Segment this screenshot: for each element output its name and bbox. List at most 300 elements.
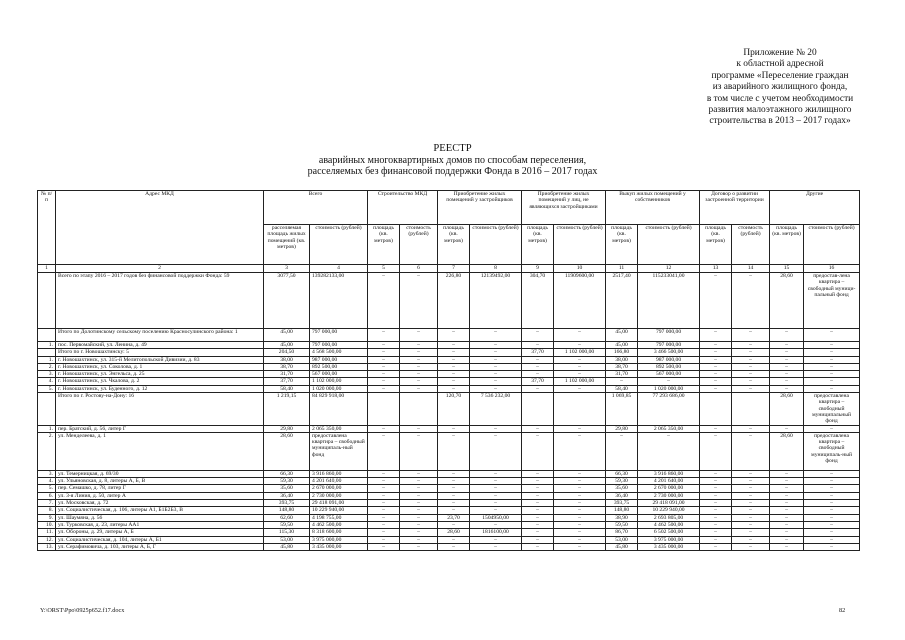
row-total-area: 29,80 — [264, 425, 310, 432]
row-number: 2. — [38, 432, 56, 470]
row-number: 7. — [38, 500, 56, 507]
row-dev-cost: – — [470, 342, 522, 349]
row-total-area: 66,30 — [264, 470, 310, 477]
row-total-cost: 4 201 640,00 — [310, 478, 368, 485]
row-other-cost: – — [554, 500, 606, 507]
row-other-area: – — [522, 470, 554, 477]
row-misc-area: – — [770, 478, 804, 485]
title-registry: РЕЕСТР — [433, 143, 472, 154]
row-address: г. Новошахтинск, ул. 315-й Мелитопольской Дивизии, д. 83 — [56, 356, 264, 363]
row-construction-cost: – — [400, 485, 438, 492]
row-total-area: 28,60 — [264, 432, 310, 470]
row-total-cost: 4 568 500,00 — [310, 349, 368, 356]
row-dev-area: 226,80 — [438, 273, 470, 329]
row-number: 1. — [38, 342, 56, 349]
row-address: пер. Семашко, д. 78, литер Г — [56, 485, 264, 492]
row-dev-area: – — [438, 432, 470, 470]
row-number — [38, 329, 56, 342]
row-address: ул. Социалистическая, д. 104, литеры А, Б1 — [56, 536, 264, 543]
row-number: 4. — [38, 478, 56, 485]
table-row — [38, 478, 860, 485]
row-misc-area: – — [770, 329, 804, 342]
row-total-cost: 1 020 000,00 — [310, 385, 368, 392]
row-number: 4. — [38, 378, 56, 385]
table-row — [38, 521, 860, 528]
table-row — [38, 485, 860, 492]
row-total-cost: 139282133,00 — [310, 273, 368, 329]
row-total-area: 35,60 — [264, 485, 310, 492]
column-number: 9 — [522, 265, 554, 273]
header-row-top — [38, 191, 860, 225]
row-number: 3. — [38, 470, 56, 477]
row-misc-cost: – — [804, 356, 860, 363]
table-subtotal-row — [38, 329, 860, 342]
row-construction-cost: – — [400, 432, 438, 470]
header-cost: стоимость (рублей) — [554, 225, 606, 265]
row-construction-cost: – — [400, 356, 438, 363]
table-row — [38, 363, 860, 370]
row-total-area: 38,70 — [264, 363, 310, 370]
row-dev-cost: – — [470, 432, 522, 470]
registry-table-container — [37, 190, 859, 551]
row-territory-area: – — [700, 478, 732, 485]
row-address: Всего по этапу 2016 – 2017 годов без финансовой поддержки Фонда: 59 — [56, 273, 264, 329]
row-other-area: 37,70 — [522, 378, 554, 385]
row-misc-cost: – — [804, 378, 860, 385]
row-dev-cost: – — [470, 371, 522, 378]
row-misc-cost: – — [804, 363, 860, 370]
row-buyout-cost: 2 670 000,00 — [638, 485, 700, 492]
table-row — [38, 470, 860, 477]
row-total-area: 115,30 — [264, 529, 310, 536]
row-buyout-cost: 987 000,00 — [638, 356, 700, 363]
row-other-cost: – — [554, 363, 606, 370]
row-total-area: 59,50 — [264, 521, 310, 528]
column-number: 11 — [606, 265, 638, 273]
registry-table — [37, 190, 860, 551]
row-dev-area: – — [438, 543, 470, 550]
row-buyout-cost: 797 000,00 — [638, 329, 700, 342]
row-misc-area: – — [770, 536, 804, 543]
header-num: № п/п — [38, 191, 56, 265]
row-construction-area: – — [368, 500, 400, 507]
header-cost: стоимость (рублей) — [732, 225, 770, 265]
row-total-cost: 4 462 500,00 — [310, 521, 368, 528]
row-address: ул. Социалистическая, д. 106, литеры А1, Б1Б2Б3, В — [56, 507, 264, 514]
row-address: ул. Менделеева, д. 1 — [56, 432, 264, 470]
row-territory-area: – — [700, 349, 732, 356]
row-territory-area: – — [700, 507, 732, 514]
row-dev-cost: – — [470, 363, 522, 370]
table-row — [38, 492, 860, 499]
row-other-area: – — [522, 371, 554, 378]
row-buyout-cost: 4 201 640,00 — [638, 478, 700, 485]
row-dev-cost: – — [470, 536, 522, 543]
row-address: ул. Московская, д. 72 — [56, 500, 264, 507]
header-total-area: расселяемая площадь жилых помещений (кв. метров) — [264, 225, 310, 265]
row-number: 3. — [38, 371, 56, 378]
row-dev-cost: – — [470, 425, 522, 432]
row-total-cost: 3 975 000,00 — [310, 536, 368, 543]
row-territory-cost: – — [732, 378, 770, 385]
row-address: ул. Серафимовича, д. 103, литеры А, Б, Г — [56, 543, 264, 550]
row-misc-cost: – — [804, 529, 860, 536]
row-misc-cost: предоставлена квартира – свободный муниципаль-ный фонд — [804, 432, 860, 470]
row-other-cost: – — [554, 432, 606, 470]
row-territory-area: – — [700, 425, 732, 432]
row-misc-area: – — [770, 378, 804, 385]
row-buyout-cost: 6 502 500,00 — [638, 529, 700, 536]
row-construction-area: – — [368, 478, 400, 485]
row-misc-area: – — [770, 485, 804, 492]
row-address: пос. Первомайский, ул. Ленина, д. 49 — [56, 342, 264, 349]
row-territory-cost: – — [732, 425, 770, 432]
row-construction-cost: – — [400, 385, 438, 392]
row-construction-cost: – — [400, 342, 438, 349]
row-dev-area: – — [438, 470, 470, 477]
row-construction-cost: – — [400, 478, 438, 485]
row-buyout-cost: 3 435 000,00 — [638, 543, 700, 550]
row-buyout-area: 58,40 — [606, 385, 638, 392]
row-other-cost: – — [554, 521, 606, 528]
row-construction-area: – — [368, 385, 400, 392]
row-territory-cost: – — [732, 514, 770, 521]
row-territory-cost: – — [732, 485, 770, 492]
row-construction-cost: – — [400, 378, 438, 385]
row-total-area: 393,75 — [264, 500, 310, 507]
row-dev-area: – — [438, 425, 470, 432]
row-other-area: – — [522, 356, 554, 363]
table-row — [38, 529, 860, 536]
header-area: площадь (кв. метров) — [522, 225, 554, 265]
column-number: 16 — [804, 265, 860, 273]
table-row — [38, 500, 860, 507]
row-total-cost: 1 102 000,00 — [310, 378, 368, 385]
row-dev-area: – — [438, 500, 470, 507]
table-subtotal-row — [38, 393, 860, 425]
row-misc-area: – — [770, 507, 804, 514]
row-other-area — [522, 393, 554, 425]
row-number — [38, 273, 56, 329]
row-dev-cost: – — [470, 492, 522, 499]
row-territory-area: – — [700, 521, 732, 528]
row-construction-area: – — [368, 507, 400, 514]
row-misc-cost: – — [804, 500, 860, 507]
row-construction-cost: – — [400, 500, 438, 507]
row-territory-area: – — [700, 529, 732, 536]
row-construction-cost: – — [400, 507, 438, 514]
row-misc-cost: предостав-лена квартира – свободный муници-пальный фонд — [804, 273, 860, 329]
row-dev-area: – — [438, 485, 470, 492]
row-total-area: 148,80 — [264, 507, 310, 514]
row-buyout-area: 38,90 — [606, 514, 638, 521]
row-dev-area: 28,60 — [438, 529, 470, 536]
row-buyout-area: 393,75 — [606, 500, 638, 507]
row-number: 5. — [38, 485, 56, 492]
row-construction-area: – — [368, 371, 400, 378]
table-subtotal-row — [38, 273, 860, 329]
row-buyout-area: 38,70 — [606, 363, 638, 370]
row-other-cost: 11909600,00 — [554, 273, 606, 329]
row-territory-area: – — [700, 500, 732, 507]
row-construction-area: – — [368, 529, 400, 536]
row-address: Итого по г. Новошахтинску: 5 — [56, 349, 264, 356]
column-number: 10 — [554, 265, 606, 273]
row-territory-area: – — [700, 329, 732, 342]
row-territory-area: – — [700, 485, 732, 492]
row-misc-cost: – — [804, 342, 860, 349]
row-territory-area: – — [700, 273, 732, 329]
title-subtitle-2: расселяемых без финансовой поддержки Фонда в 2016 – 2017 годах — [307, 166, 598, 178]
row-misc-area: – — [770, 425, 804, 432]
row-dev-cost: – — [470, 349, 522, 356]
row-other-cost — [554, 393, 606, 425]
row-territory-cost: – — [732, 500, 770, 507]
appendix-line: из аварийного жилищного фонда, — [712, 82, 848, 93]
row-dev-cost: – — [470, 478, 522, 485]
row-misc-cost: – — [804, 478, 860, 485]
row-number: 5. — [38, 385, 56, 392]
column-number: 12 — [638, 265, 700, 273]
row-buyout-cost: 10 229 940,00 — [638, 507, 700, 514]
row-buyout-area: 38,00 — [606, 356, 638, 363]
column-number: 6 — [400, 265, 438, 273]
row-other-cost: – — [554, 356, 606, 363]
row-total-cost: 8 318 600,00 — [310, 529, 368, 536]
row-misc-cost: – — [804, 349, 860, 356]
row-address: ул. 3-я Линия, д. 50, литер А — [56, 492, 264, 499]
row-total-cost: 84 829 918,00 — [310, 393, 368, 425]
row-other-area: – — [522, 521, 554, 528]
row-other-cost: – — [554, 371, 606, 378]
row-buyout-area: 29,80 — [606, 425, 638, 432]
row-misc-cost: – — [804, 385, 860, 392]
row-other-area: – — [522, 492, 554, 499]
row-total-area: 59,30 — [264, 478, 310, 485]
row-construction-area: – — [368, 329, 400, 342]
row-misc-cost: – — [804, 329, 860, 342]
column-number: 2 — [56, 265, 264, 273]
row-total-area: 58,40 — [264, 385, 310, 392]
row-buyout-area: 36,40 — [606, 492, 638, 499]
row-address: ул. Турковская, д. 23, литеры АА1 — [56, 521, 264, 528]
row-address: г. Новошахтинск, ул. Буденного, д. 12 — [56, 385, 264, 392]
row-construction-area: – — [368, 543, 400, 550]
row-buyout-area: 1 069,85 — [606, 393, 638, 425]
table-row — [38, 507, 860, 514]
row-dev-area: – — [438, 507, 470, 514]
row-territory-area: – — [700, 492, 732, 499]
row-misc-area: – — [770, 492, 804, 499]
row-other-area: – — [522, 536, 554, 543]
row-territory-area: – — [700, 356, 732, 363]
row-other-cost: – — [554, 492, 606, 499]
row-other-area: – — [522, 363, 554, 370]
row-number — [38, 393, 56, 425]
row-construction-cost: – — [400, 521, 438, 528]
row-other-cost: – — [554, 543, 606, 550]
row-construction-cost: – — [400, 273, 438, 329]
row-address: ул. Обороны, д. 29, литеры А, Б — [56, 529, 264, 536]
row-total-area: 31,70 — [264, 371, 310, 378]
row-other-area: – — [522, 485, 554, 492]
row-number — [38, 349, 56, 356]
row-construction-area: – — [368, 514, 400, 521]
row-misc-area: 28,60 — [770, 273, 804, 329]
row-dev-area: 23,70 — [438, 514, 470, 521]
row-buyout-cost: 1 020 000,00 — [638, 385, 700, 392]
row-address: ул. Ульяновская, д. 8, литеры А, Б, В — [56, 478, 264, 485]
appendix-line: программе «Переселение граждан — [711, 70, 849, 81]
row-other-area: – — [522, 529, 554, 536]
row-misc-area: – — [770, 500, 804, 507]
column-number: 7 — [438, 265, 470, 273]
row-other-area: – — [522, 432, 554, 470]
row-total-area: 45,00 — [264, 329, 310, 342]
row-dev-cost: – — [470, 507, 522, 514]
header-area: площадь (кв. метров) — [368, 225, 400, 265]
row-construction-cost: – — [400, 470, 438, 477]
column-number: 13 — [700, 265, 732, 273]
row-dev-cost: – — [470, 385, 522, 392]
row-territory-area — [700, 393, 732, 425]
appendix-line: в том числе с учетом необходимости — [706, 93, 854, 104]
row-misc-area: – — [770, 470, 804, 477]
row-number: 6. — [38, 492, 56, 499]
row-construction-area: – — [368, 521, 400, 528]
row-address: г. Новошахтинск, ул. Чкалова, д. 2 — [56, 378, 264, 385]
row-misc-cost: – — [804, 543, 860, 550]
row-buyout-area: 35,60 — [606, 485, 638, 492]
row-dev-cost: – — [470, 521, 522, 528]
row-misc-area: – — [770, 514, 804, 521]
row-dev-area: – — [438, 349, 470, 356]
row-buyout-cost: 4 462 500,00 — [638, 521, 700, 528]
row-buyout-area: – — [606, 432, 638, 470]
column-number: 5 — [368, 265, 400, 273]
row-total-cost: 29 418 091,00 — [310, 500, 368, 507]
column-number: 8 — [470, 265, 522, 273]
row-construction-cost: – — [400, 349, 438, 356]
row-misc-cost: – — [804, 485, 860, 492]
row-misc-area: – — [770, 371, 804, 378]
header-area: площадь (кв. метров) — [700, 225, 732, 265]
table-row — [38, 378, 860, 385]
row-misc-cost: – — [804, 425, 860, 432]
row-buyout-area: 31,70 — [606, 371, 638, 378]
row-address: г. Новошахтинск, ул. Соколова, д. 1 — [56, 363, 264, 370]
row-buyout-area: 2517,40 — [606, 273, 638, 329]
row-territory-cost: – — [732, 385, 770, 392]
row-misc-area: 28,60 — [770, 393, 804, 425]
row-dev-area: – — [438, 363, 470, 370]
row-misc-area: – — [770, 385, 804, 392]
row-misc-area: – — [770, 543, 804, 550]
row-buyout-cost: – — [638, 432, 700, 470]
row-address: г. Новошахтинск, ул. Энгельса, д. 25 — [56, 371, 264, 378]
row-dev-area: – — [438, 329, 470, 342]
row-territory-area: – — [700, 543, 732, 550]
row-dev-area: – — [438, 356, 470, 363]
row-other-cost: – — [554, 507, 606, 514]
row-territory-area: – — [700, 514, 732, 521]
row-buyout-cost: 2 065 350,00 — [638, 425, 700, 432]
row-dev-cost: 12139492,00 — [470, 273, 522, 329]
header-area: площадь (кв. метров) — [770, 225, 804, 265]
row-total-cost: 3 435 000,00 — [310, 543, 368, 550]
row-total-area: 204,50 — [264, 349, 310, 356]
row-total-area: 36,40 — [264, 492, 310, 499]
row-other-area: – — [522, 478, 554, 485]
row-territory-cost: – — [732, 521, 770, 528]
row-construction-area: – — [368, 378, 400, 385]
row-other-cost: – — [554, 342, 606, 349]
row-total-area: 62,60 — [264, 514, 310, 521]
appendix-line: строительства в 2013 – 2017 годах» — [709, 116, 851, 127]
row-address: пер. Братский, д. 56, литер Г — [56, 425, 264, 432]
row-misc-area: – — [770, 342, 804, 349]
row-territory-area: – — [700, 385, 732, 392]
row-total-area: 53,00 — [264, 536, 310, 543]
footer-page-number: 82 — [839, 607, 846, 614]
row-misc-area: – — [770, 349, 804, 356]
row-territory-cost: – — [732, 529, 770, 536]
row-dev-cost: – — [470, 485, 522, 492]
row-territory-cost: – — [732, 543, 770, 550]
header-other: Другие — [770, 191, 860, 225]
row-territory-area: – — [700, 363, 732, 370]
row-total-area: 45,00 — [264, 342, 310, 349]
row-construction-area: – — [368, 492, 400, 499]
row-territory-cost: – — [732, 329, 770, 342]
row-total-area: 1 219,15 — [264, 393, 310, 425]
header-cost: стоимость (рублей) — [804, 225, 860, 265]
row-construction-cost: – — [400, 536, 438, 543]
row-misc-cost: – — [804, 514, 860, 521]
row-dev-area: – — [438, 492, 470, 499]
row-dev-cost: – — [470, 378, 522, 385]
row-dev-area: – — [438, 385, 470, 392]
row-misc-area: – — [770, 363, 804, 370]
row-construction-cost: – — [400, 514, 438, 521]
row-other-cost: – — [554, 514, 606, 521]
row-address: Итого по г. Ростову-на-Дону: 16 — [56, 393, 264, 425]
row-other-cost: – — [554, 529, 606, 536]
row-buyout-area: 53,00 — [606, 536, 638, 543]
row-other-cost: – — [554, 329, 606, 342]
row-dev-area: – — [438, 521, 470, 528]
row-territory-area: – — [700, 432, 732, 470]
header-area: площадь (кв. метров) — [606, 225, 638, 265]
row-dev-area: – — [438, 378, 470, 385]
row-territory-cost: – — [732, 432, 770, 470]
row-construction-cost: – — [400, 371, 438, 378]
row-other-cost: – — [554, 470, 606, 477]
table-row — [38, 514, 860, 521]
header-total: Всего — [264, 191, 368, 225]
row-total-cost: 797 000,00 — [310, 342, 368, 349]
row-total-cost: 2 065 350,00 — [310, 425, 368, 432]
header-purchase-dev: Приобретение жилых помещений у застройщиков — [438, 191, 522, 225]
row-buyout-cost: 892 500,00 — [638, 363, 700, 370]
row-construction-cost: – — [400, 529, 438, 536]
row-territory-area: – — [700, 470, 732, 477]
row-territory-cost: – — [732, 371, 770, 378]
row-misc-cost: – — [804, 536, 860, 543]
row-territory-cost: – — [732, 363, 770, 370]
row-total-cost: 892 500,00 — [310, 363, 368, 370]
row-dev-cost: 7 536 232,00 — [470, 393, 522, 425]
